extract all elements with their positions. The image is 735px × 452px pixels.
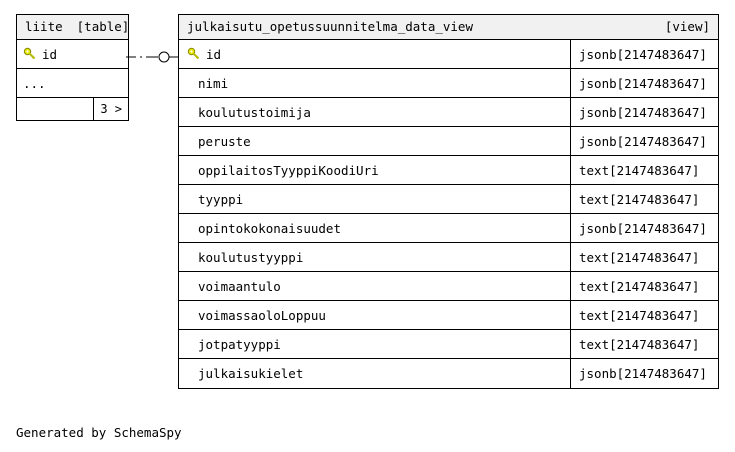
column-name: jotpatyyppi [198, 336, 281, 352]
table-header [17, 15, 128, 40]
column-name: tyyppi [198, 191, 244, 207]
table-row[interactable] [179, 214, 718, 243]
column-type: text[2147483647] [570, 330, 718, 358]
table-row[interactable] [179, 127, 718, 156]
column-name-cell [17, 40, 128, 68]
column-name: voimaantulo [198, 278, 281, 294]
table-footer [17, 98, 128, 120]
column-name-cell [179, 330, 570, 358]
table-row[interactable] [179, 40, 718, 69]
column-name-cell [179, 185, 570, 213]
table-type-tag: [view] [664, 19, 710, 34]
column-type: text[2147483647] [570, 301, 718, 329]
column-name-cell [179, 243, 570, 271]
column-type: text[2147483647] [570, 272, 718, 300]
table-row[interactable] [17, 69, 128, 98]
column-name-cell [179, 69, 570, 97]
table-row[interactable] [179, 69, 718, 98]
column-name: julkaisukielet [198, 366, 304, 381]
column-name-cell [179, 301, 570, 329]
column-name-cell [179, 359, 570, 388]
table-node-liite[interactable] [16, 14, 129, 121]
table-header [179, 15, 718, 40]
column-name: koulutustoimija [198, 104, 311, 120]
column-name: oppilaitosTyyppiKoodiUri [198, 162, 379, 178]
column-name: id [206, 46, 222, 62]
column-name: peruste [198, 133, 251, 149]
column-type: text[2147483647] [570, 185, 718, 213]
column-name-cell [179, 156, 570, 184]
column-name: id [42, 46, 58, 62]
table-row[interactable] [179, 156, 718, 185]
column-type: text[2147483647] [570, 243, 718, 271]
column-type: text[2147483647] [570, 156, 718, 184]
table-title: julkaisutu_opetussuunnitelma_data_view [187, 19, 473, 34]
column-name-cell [179, 127, 570, 155]
column-name-cell [179, 98, 570, 126]
table-title: liite [25, 19, 63, 34]
primary-key-icon [187, 47, 201, 61]
table-row[interactable] [17, 40, 128, 69]
table-row[interactable] [179, 301, 718, 330]
primary-key-icon [23, 47, 37, 61]
column-name: opintokokonaisuudet [198, 220, 341, 236]
column-name: nimi [198, 75, 229, 91]
column-type: jsonb[2147483647] [570, 69, 718, 97]
column-type: jsonb[2147483647] [570, 98, 718, 126]
column-type: jsonb[2147483647] [570, 127, 718, 155]
table-row[interactable] [179, 185, 718, 214]
footer-spacer [17, 98, 94, 120]
relationship-connector [126, 42, 184, 72]
table-row[interactable] [179, 330, 718, 359]
column-type: jsonb[2147483647] [570, 214, 718, 242]
column-name-cell [179, 272, 570, 300]
table-row[interactable] [179, 98, 718, 127]
generator-caption: Generated by SchemaSpy [16, 425, 182, 440]
column-name: koulutustyyppi [198, 249, 304, 265]
column-name-cell [17, 69, 128, 97]
column-name-cell [179, 40, 570, 68]
column-type: jsonb[2147483647] [570, 359, 718, 388]
column-type: jsonb[2147483647] [570, 40, 718, 68]
column-name: ... [23, 75, 46, 91]
table-row[interactable] [179, 272, 718, 301]
column-name: voimassaoloLoppuu [198, 307, 326, 323]
related-tables-count[interactable]: 3 > [100, 102, 122, 116]
column-name-cell [179, 214, 570, 242]
table-row[interactable] [179, 359, 718, 388]
table-node-julkaisutu-opetussuunnitelma-data-view[interactable] [178, 14, 719, 389]
table-row[interactable] [179, 243, 718, 272]
table-type-tag: [table] [76, 19, 130, 34]
